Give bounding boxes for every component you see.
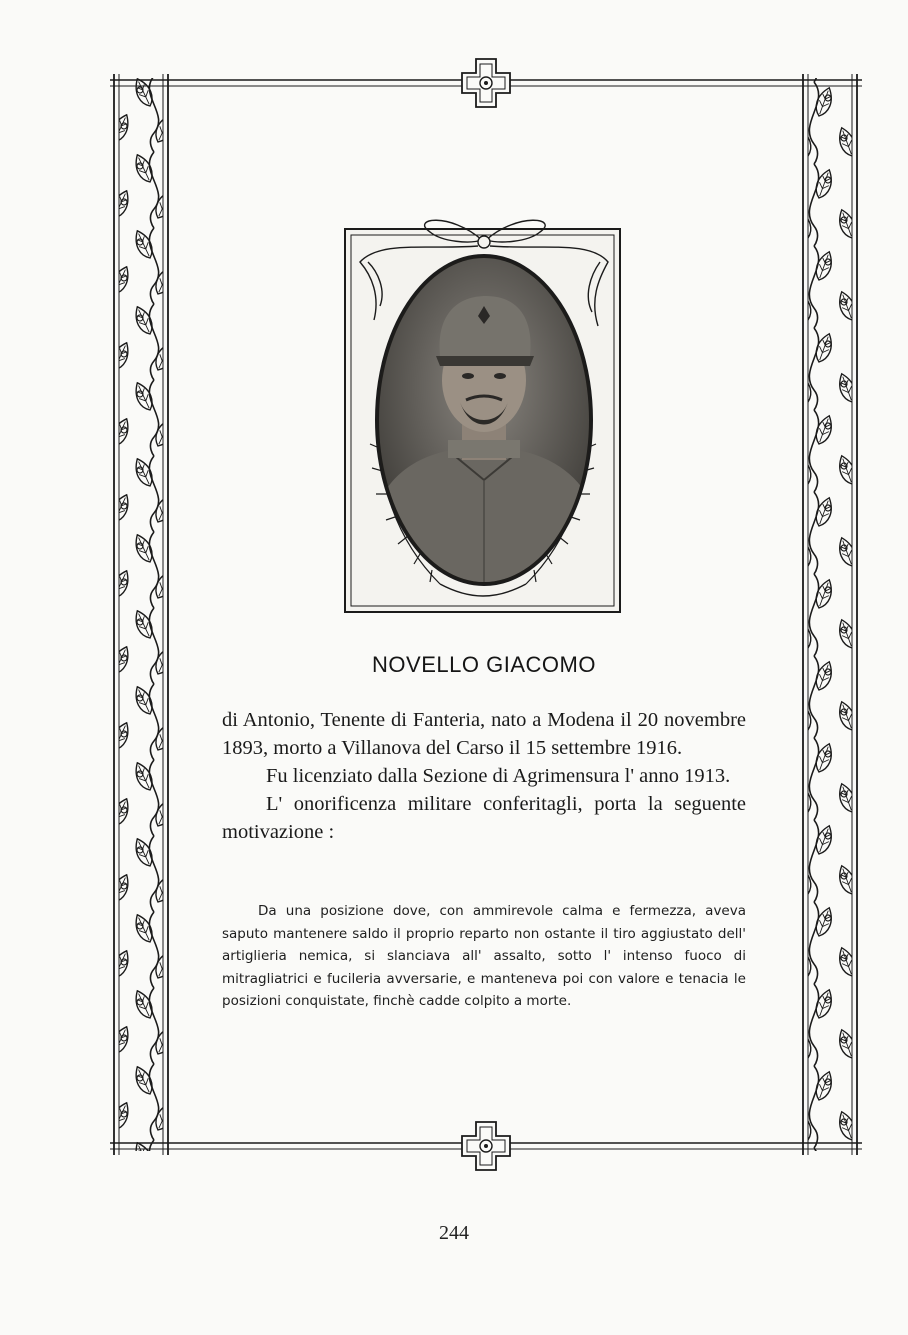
bio-paragraph-3: L' onorificenza militare conferitagli, porta la seguente motivazione : — [222, 793, 746, 843]
page-number: 244 — [439, 1222, 469, 1244]
page-title: NOVELLO GIACOMO — [372, 652, 596, 677]
biography-text — [222, 706, 746, 846]
top-cross-ornament — [462, 59, 510, 107]
right-vine-border — [803, 74, 857, 1155]
bio-paragraph-1: di Antonio, Tenente di Fanteria, nato a Modena il 20 novembre 1893, morto a Villanova del Carso il 15 settembre 1916. — [222, 709, 746, 759]
left-vine-border — [114, 74, 168, 1155]
bio-paragraph-2: Fu licenziato dalla Sezione di Agrimensura l' anno 1913. — [266, 765, 731, 787]
military-citation: Da una posizione dove, con ammirevole calma e fermezza, aveva saputo mantenere saldo il proprio reparto non ostante il tiro aggiustato dell' artiglieria nemica, si slanciava all' assalto, sotto l' intenso fuoco di mitragliatrici e fucileria avversarie, e manteneva poi con valore e tenacia le posizioni conquistate, finchè cadde colpito a morte. — [222, 903, 746, 1009]
bottom-cross-ornament — [462, 1122, 510, 1170]
